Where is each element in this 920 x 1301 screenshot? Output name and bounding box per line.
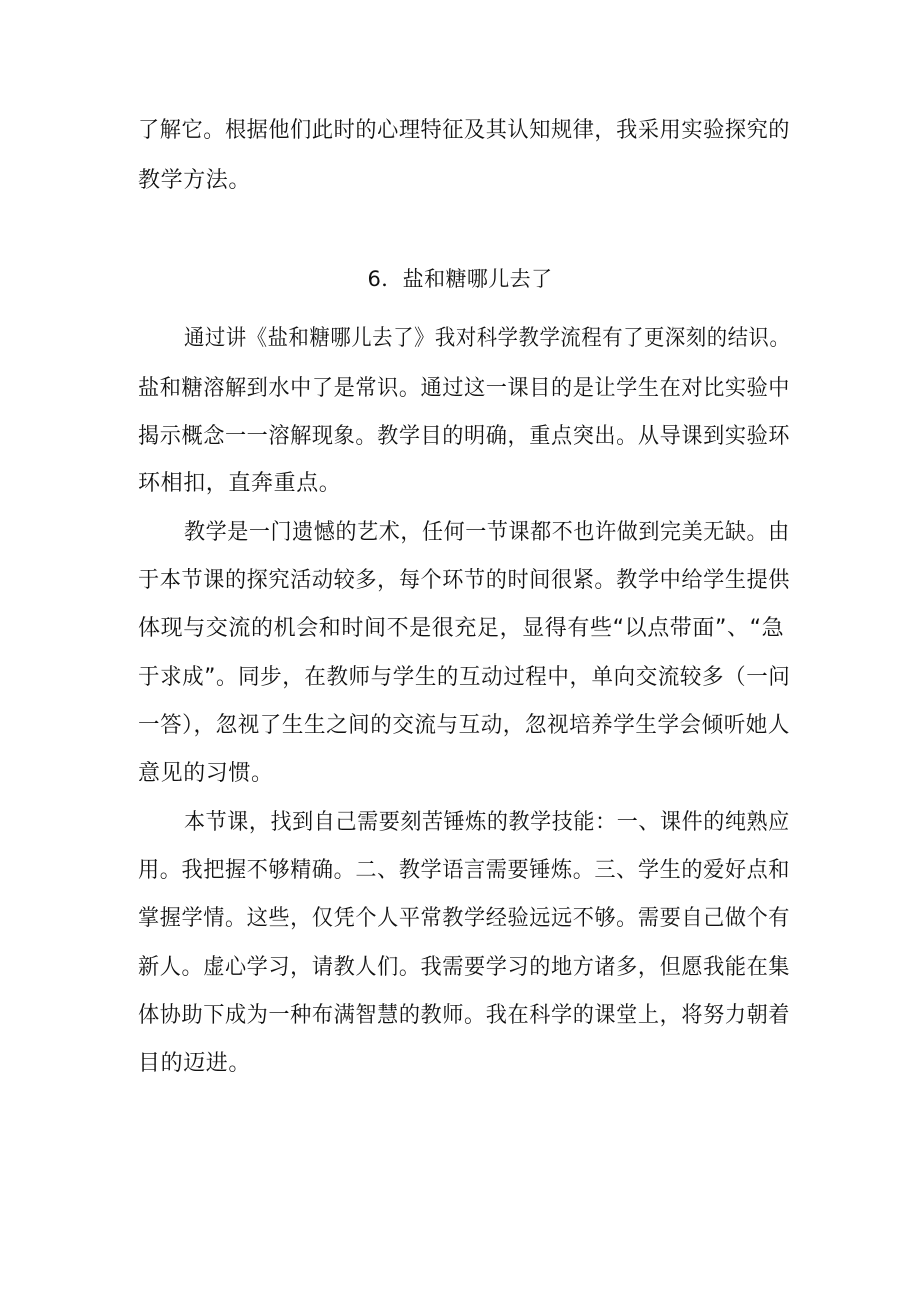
- paragraph-line: 目的迈进。: [138, 1051, 252, 1076]
- paragraph-line: 一答），忽视了生生之间的交流与互动，忽视培养学生学会倾听她人: [138, 713, 791, 738]
- paragraph-line: 于求成”。同步，在教师与学生的互动过程中，单向交流较多（一问: [138, 665, 791, 690]
- paragraph-line: 通过讲《盐和糖哪儿去了》我对科学教学流程有了更深刻的结识。: [184, 326, 791, 351]
- paragraph-line: 盐和糖溶解到水中了是常识。通过这一课目的是让学生在对比实验中: [138, 376, 791, 401]
- paragraph-line: 新人。虚心学习，请教人们。我需要学习的地方诸多，但愿我能在集: [138, 955, 791, 980]
- paragraph-line: 用。我把握不够精确。二、教学语言需要锤炼。三、学生的爱好点和: [138, 858, 791, 883]
- paragraph-line: 教学是一门遗憾的艺术，任何一节课都不也许做到完美无缺。由: [184, 520, 790, 545]
- paragraph-line: 体协助下成为一种布满智慧的教师。我在科学的课堂上，将努力朝着: [138, 1003, 791, 1028]
- paragraph-line: 揭示概念一一溶解现象。教学目的明确，重点突出。从导课到实验环: [138, 424, 791, 449]
- paragraph-line: 体现与交流的机会和时间不是很充足，显得有些“以点带面”、“急: [138, 616, 785, 641]
- paragraph-line: 掌握学情。这些，仅凭个人平常教学经验远远不够。需要自己做个有: [138, 906, 791, 931]
- paragraph-line: 本节课，找到自己需要刻苦锤炼的教学技能：一、课件的纯熟应: [184, 810, 790, 835]
- section-title: 6．盐和糖哪儿去了: [367, 267, 553, 291]
- paragraph-line: 环相扣，直奔重点。: [138, 471, 342, 496]
- intro-line-1: 了解它。根据他们此时的心理特征及其认知规律，我采用实验探究的: [138, 118, 791, 143]
- intro-line-2: 教学方法。: [138, 168, 252, 193]
- paragraph-line: 于本节课的探究活动较多，每个环节的时间很紧。教学中给学生提供: [138, 568, 791, 593]
- paragraph-line: 意见的习惯。: [138, 761, 274, 786]
